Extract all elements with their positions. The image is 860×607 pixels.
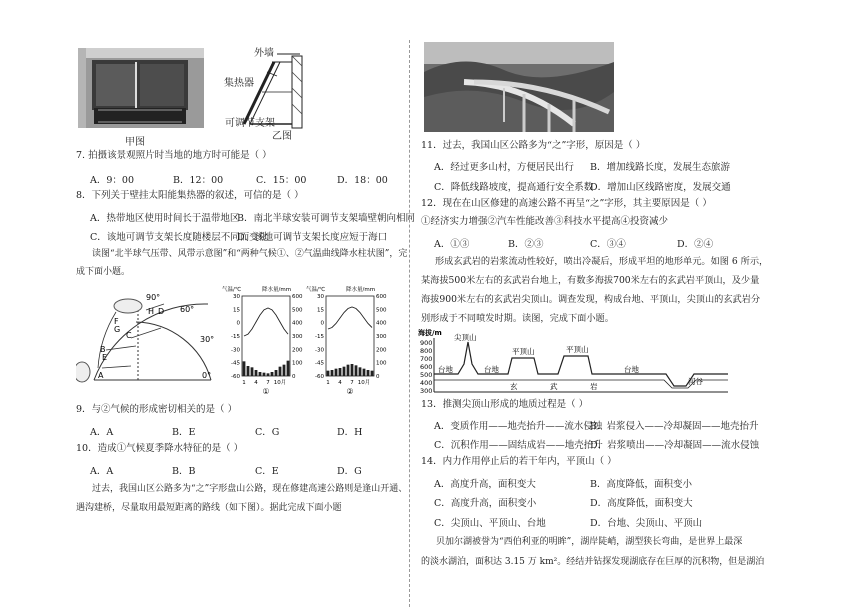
temp-tick: 0 [320, 320, 324, 327]
highway-bridge-photo [424, 42, 614, 132]
q14-option-a[interactable]: A．高度升高，面积变大 [434, 479, 536, 490]
precip-bar [335, 369, 338, 376]
label-wu: 武 [550, 382, 558, 391]
precip-bar [243, 361, 246, 376]
q13-option-d[interactable]: D．岩浆喷出——冷却凝固——流水侵蚀 [590, 440, 760, 451]
precip-tick: 400 [292, 320, 303, 327]
precip-bar [367, 370, 370, 376]
precip-bar [331, 370, 334, 376]
precip-bar [251, 367, 254, 376]
intro-climate-line-2: 成下面小题。 [76, 267, 131, 277]
temp-tick: -45 [315, 360, 324, 367]
precip-tick: 300 [292, 334, 303, 340]
chart-id: ② [346, 387, 354, 396]
q12-option-b[interactable]: B．②③ [508, 239, 544, 250]
precip-tick: 200 [376, 347, 387, 354]
q13-option-c[interactable]: C．沉积作用——固结成岩——地壳抬升 [434, 440, 603, 451]
month-tick: 1 [242, 380, 246, 386]
month-tick: 10月 [357, 380, 371, 386]
precip-tick: 100 [376, 360, 387, 367]
fig-jia-caption: 甲图 [125, 137, 145, 148]
precip-axis-title: 降水量/mm [346, 287, 376, 293]
intro-baikal-line-1: 贝加尔湖被誉为“西伯利亚的明眸”，湖岸陡峭，湖型狭长弯曲，是世界上最深 [436, 537, 743, 547]
precip-bar [275, 370, 278, 376]
month-tick: 7 [266, 380, 270, 386]
label-bracket: 可调节支架 [225, 118, 275, 129]
chart-id: ① [262, 387, 270, 396]
fig-yi-caption: 乙图 [272, 131, 292, 142]
climate-chart-2 [306, 284, 398, 399]
precip-tick: 0 [376, 374, 380, 380]
photo-illustration [78, 48, 204, 128]
precip-tick: 100 [292, 360, 303, 367]
temp-tick: 15 [317, 307, 324, 314]
precip-axis-title: 降水量/mm [262, 287, 292, 293]
label-flat-1: 平顶山 [512, 347, 535, 356]
q7-option-b[interactable]: B．12：00 [173, 175, 224, 186]
label-yan: 岩 [590, 382, 598, 391]
q7-option-a[interactable]: A．9：00 [90, 175, 134, 186]
question-12-stem: 12．现在在山区修建的高速公路不再呈“之”字形，其主要原因是（ ） [421, 198, 712, 209]
q13-option-b[interactable]: B．岩浆侵入——冷却凝固——地壳抬升 [590, 421, 759, 432]
q9-option-a[interactable]: A．A [90, 427, 114, 438]
svg-text:600: 600 [420, 363, 433, 371]
profile-y-title: 海拔/m [418, 329, 442, 337]
question-13-stem: 13．推测尖顶山形成的地质过程是（ ） [421, 399, 589, 410]
temp-axis-title: 气温/℃ [306, 287, 326, 293]
temp-tick: 30 [317, 294, 324, 300]
precip-tick: 300 [376, 334, 387, 340]
month-tick: 7 [350, 380, 354, 386]
precip-bar [267, 373, 270, 376]
precip-bar [247, 366, 250, 376]
plot-frame [242, 296, 290, 376]
temp-axis-title: 气温/℃ [222, 287, 242, 293]
precip-bar [343, 367, 346, 376]
svg-text:300: 300 [420, 387, 433, 395]
temp-tick: -15 [231, 334, 240, 340]
wind-label-d: D [158, 307, 165, 316]
q11-option-a[interactable]: A．经过更多山村，方便居民出行 [434, 162, 574, 173]
lat-0: 0° [202, 371, 212, 380]
temp-tick: -45 [231, 360, 240, 367]
wind-label-c: C [126, 331, 132, 340]
q14-option-d-extra[interactable]: D．台地、尖顶山、平顶山 [590, 518, 703, 529]
q13-option-a[interactable]: A．变质作用——地壳抬升——流水侵蚀 [434, 421, 603, 432]
label-plateau-2: 台地 [484, 365, 499, 374]
precip-tick: 600 [292, 294, 303, 300]
precip-tick: 0 [292, 374, 296, 380]
precip-bar [327, 371, 330, 376]
precip-bar [339, 368, 342, 376]
q14-option-b[interactable]: B．高度降低，面积变小 [590, 479, 692, 490]
precip-tick: 400 [376, 320, 387, 327]
precip-tick: 500 [292, 307, 303, 314]
q10-option-c[interactable]: C．E [255, 466, 279, 477]
precip-bar [347, 365, 350, 376]
svg-text:800: 800 [420, 347, 433, 355]
question-7-stem: 7. 拍摄该景观照片时当地的地方时可能是（ ） [76, 150, 272, 161]
wind-label-b: B [100, 345, 106, 354]
q9-option-b[interactable]: B．E [172, 427, 196, 438]
lat-60: 60° [180, 305, 195, 314]
precip-tick: 600 [376, 294, 387, 300]
intro-basalt-line-4: 别形成于不同喷发时期。读图，完成下面小题。 [421, 313, 614, 324]
wind-label-a: A [98, 371, 104, 380]
q8-option-b[interactable]: B．南北半球安装可调节支架墙壁朝向相同 [237, 213, 415, 224]
precip-tick: 200 [292, 347, 303, 354]
q12-option-d[interactable]: D．②④ [677, 239, 714, 250]
intro-highway-line-1: 过去，我国山区公路多为“之”字形盘山公路，现在修建高速公路则是逢山开通、 [92, 484, 408, 494]
month-tick: 4 [338, 380, 342, 386]
precip-bar [271, 372, 274, 376]
label-peak: 尖顶山 [454, 333, 477, 342]
wind-label-f: F [114, 317, 119, 326]
question-11-stem: 11．过去，我国山区公路多为“之”字形，原因是（ ） [421, 140, 646, 151]
wind-label-h: H [148, 307, 155, 316]
label-xuan: 玄 [510, 382, 518, 391]
lat-30: 30° [200, 335, 215, 344]
q10-option-a[interactable]: A．A [90, 466, 114, 477]
temp-tick: 15 [233, 307, 240, 314]
temp-tick: 30 [233, 294, 240, 300]
question-10-stem: 10．造成①气候夏季降水特征的是（ ） [76, 443, 244, 454]
q14-option-c-extra[interactable]: C．尖顶山、平顶山、台地 [434, 518, 546, 529]
q10-option-d[interactable]: D．G [337, 466, 362, 477]
photo-window-solar-collector [78, 48, 204, 128]
label-flat-2: 平顶山 [566, 345, 589, 354]
label-valley: 河谷 [688, 377, 703, 386]
profile-y-ticks [420, 339, 432, 395]
q9-option-c[interactable]: C．G [255, 427, 280, 438]
precip-bar [355, 365, 358, 376]
label-wall: 外墙 [254, 48, 274, 59]
question-14-stem: 14．内力作用停止后的若干年内，平顶山（ ） [421, 456, 617, 467]
wind-label-g: G [114, 325, 121, 334]
pressure-wind-belt-diagram [76, 288, 216, 388]
intro-basalt-line-1: 形成玄武岩的岩浆流动性较好，喷出冷凝后，形成平坦的地形单元。如图 6 所示， [435, 256, 769, 267]
precip-bar [263, 373, 266, 376]
intro-highway-line-2: 遇沟建桥，尽量取用最短距离的路线（如下图）。据此完成下面小题 [76, 503, 342, 513]
precip-bar [259, 372, 262, 376]
question-8-stem: 8．下列关于壁挂太阳能集热器的叙述，可信的是（ ） [76, 190, 304, 201]
question-12-items: ①经济实力增强②汽车性能改善③科技水平提高④投资减少 [421, 216, 669, 227]
wind-label-e: E [102, 353, 108, 362]
q7-option-c[interactable]: C．15：00 [256, 175, 307, 186]
label-plateau-1: 台地 [438, 365, 453, 374]
month-tick: 1 [326, 380, 330, 386]
precip-bar [371, 371, 374, 376]
q8-option-c[interactable]: C．该地可调节支架长度随楼层不同而变化 [90, 232, 269, 243]
month-tick: 4 [254, 380, 258, 386]
lat-90: 90° [146, 293, 161, 302]
precip-bar [351, 364, 354, 376]
q12-option-c[interactable]: C．③④ [590, 239, 626, 250]
temp-tick: -30 [231, 347, 240, 354]
temp-tick: 0 [236, 320, 240, 327]
temp-curve [244, 308, 288, 336]
precip-bar [363, 369, 366, 376]
temp-tick: -60 [231, 374, 240, 380]
q11-option-c[interactable]: C．降低线路坡度，提高通行安全系数 [434, 182, 594, 193]
temp-tick: -15 [315, 334, 324, 340]
intro-climate-line-1: 读图“北半球气压带、风带示意图”和“两种气候①、②气温曲线降水柱状图”，完 [92, 249, 408, 259]
precip-bar [287, 361, 290, 376]
svg-text:400: 400 [420, 379, 433, 387]
q8-option-a[interactable]: A．热带地区使用时间长于温带地区 [90, 213, 240, 224]
column-divider [409, 40, 410, 607]
precip-bar [279, 367, 282, 376]
temp-curve [328, 307, 372, 329]
q11-option-b[interactable]: B．增加线路长度，发展生态旅游 [590, 162, 730, 173]
label-plateau-3: 台地 [624, 365, 639, 374]
intro-basalt-paragraph [421, 252, 769, 328]
temp-tick: -30 [315, 347, 324, 354]
svg-text:500: 500 [420, 371, 433, 379]
svg-text:700: 700 [420, 355, 433, 363]
intro-basalt-line-3: 海拔900米左右的玄武岩尖顶山。调查发现，构成台地、平顶山，尖顶山的玄武岩分 [421, 294, 761, 305]
q11-option-d[interactable]: D．增加山区线路密度，发展交通 [590, 182, 731, 193]
q7-option-d[interactable]: D．18：00 [337, 175, 388, 186]
q12-option-a[interactable]: A．①③ [434, 239, 470, 250]
svg-text:900: 900 [420, 339, 433, 347]
label-heater: 集热器 [224, 78, 254, 89]
q8-option-d[interactable]: D．该地可调节支架长度应短于海口 [237, 232, 388, 243]
q14-option-d[interactable]: D．高度降低，面积变大 [590, 498, 693, 509]
terrain-profile-diagram [418, 326, 738, 396]
temp-tick: -60 [315, 374, 324, 380]
question-9-stem: 9．与②气候的形成密切相关的是（ ） [76, 404, 238, 415]
q14-option-c[interactable]: C．高度升高，面积变小 [434, 498, 537, 509]
precip-tick: 500 [376, 307, 387, 314]
intro-baikal-line-2: 的淡水湖泊，面积达 3.15 万 km²。经结并钻探发现湖底存在巨厚的沉积物，但是湖泊 [421, 557, 765, 567]
precip-bar [359, 367, 362, 376]
intro-basalt-line-2: 某海拔500米左右的玄武岩台地上，有数多海拔700米左右的玄武岩平顶山，及少量 [421, 275, 760, 286]
month-tick: 10月 [273, 380, 287, 386]
q10-option-b[interactable]: B．B [172, 466, 196, 477]
precip-bar [283, 365, 286, 376]
precip-bar [255, 370, 258, 376]
climate-chart-1 [222, 284, 312, 399]
q9-option-d[interactable]: D．H [337, 427, 363, 438]
